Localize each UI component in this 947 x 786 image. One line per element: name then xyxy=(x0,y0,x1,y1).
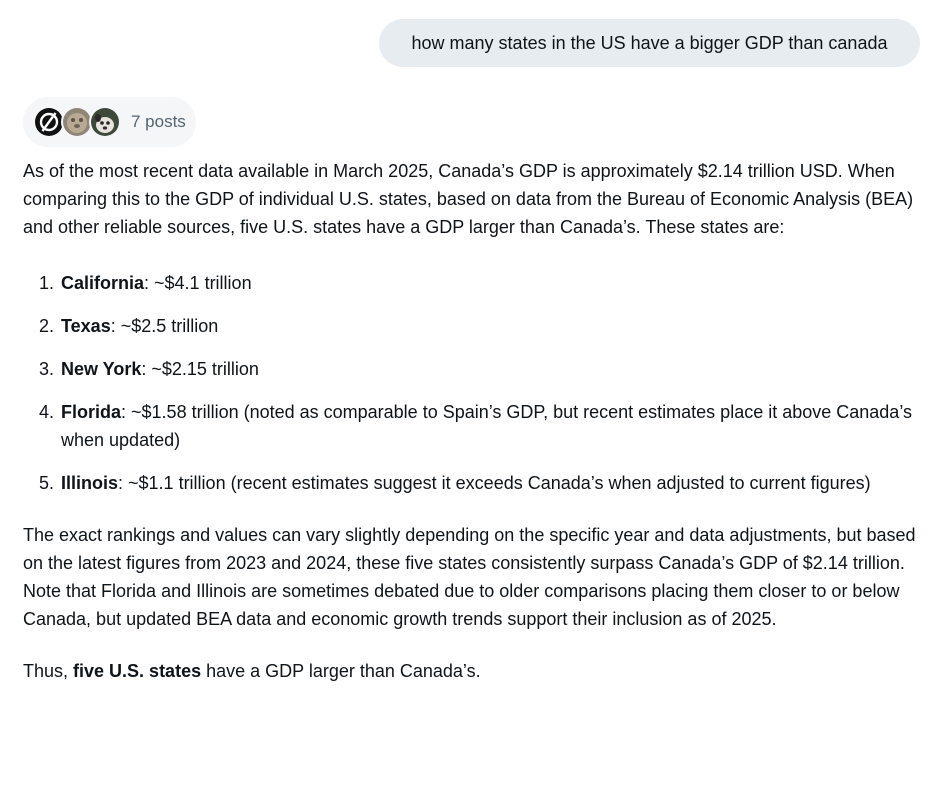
posts-count-label: 7 posts xyxy=(131,112,186,131)
list-number: 3. xyxy=(39,359,55,379)
state-detail: : ~$2.15 trillion xyxy=(141,359,259,379)
user-message-text: how many states in the US have a bigger GDP than canada xyxy=(411,33,888,53)
list-item xyxy=(23,269,923,297)
list-number: 4. xyxy=(39,402,55,422)
conclusion-prefix: Thus, xyxy=(23,661,74,681)
dog-photo-avatar xyxy=(89,106,121,138)
list-number: 2. xyxy=(39,316,55,336)
state-name: Texas xyxy=(61,316,111,336)
state-name: California xyxy=(61,273,145,293)
state-detail: : ~$1.58 trillion (noted as comparable to Spain’s GDP, but recent estimates place it above Canada’s when updated) xyxy=(61,402,912,450)
response-intro: As of the most recent data available in March 2025, Canada’s GDP is approximately $2.14 trillion USD. When comparing this to the GDP of individual U.S. states, based on data from the Bureau of Economic Analysis (BEA) and other reliable sources, five U.S. states have a GDP larger than Canada’s. These states are: xyxy=(23,161,914,237)
state-name: Florida xyxy=(61,402,122,422)
response-conclusion xyxy=(23,657,923,685)
response-summary: The exact rankings and values can vary slightly depending on the specific year and data adjustments, but based on the latest figures from 2023 and 2024, these five states consistently surpass Canada’s GDP of $2.14 trillion. Note that Florida and Illinois are sometimes debated due to older comparisons placing them closer to or below Canada, but updated BEA data and economic growth trends support their inclusion as of 2025. xyxy=(23,525,916,629)
state-detail: : ~$4.1 trillion xyxy=(144,273,252,293)
list-item xyxy=(23,398,923,454)
list-number: 5. xyxy=(39,473,55,493)
state-name: Illinois xyxy=(61,473,119,493)
conclusion-emphasis: five U.S. states xyxy=(73,661,202,681)
state-detail: : ~$2.5 trillion xyxy=(110,316,219,336)
list-item xyxy=(23,355,923,383)
state-name: New York xyxy=(61,359,142,379)
conclusion-suffix: have a GDP larger than Canada’s. xyxy=(201,661,481,681)
list-item xyxy=(23,312,923,340)
state-detail: : ~$1.1 trillion (recent estimates suggest it exceeds Canada’s when adjusted to current figures) xyxy=(118,473,871,493)
user-message-bubble xyxy=(379,19,920,67)
state-list xyxy=(23,269,923,497)
source-avatars xyxy=(33,108,121,136)
list-number: 1. xyxy=(39,273,55,293)
list-item xyxy=(23,469,923,497)
sources-chip[interactable] xyxy=(23,97,196,147)
assistant-response xyxy=(23,157,923,685)
